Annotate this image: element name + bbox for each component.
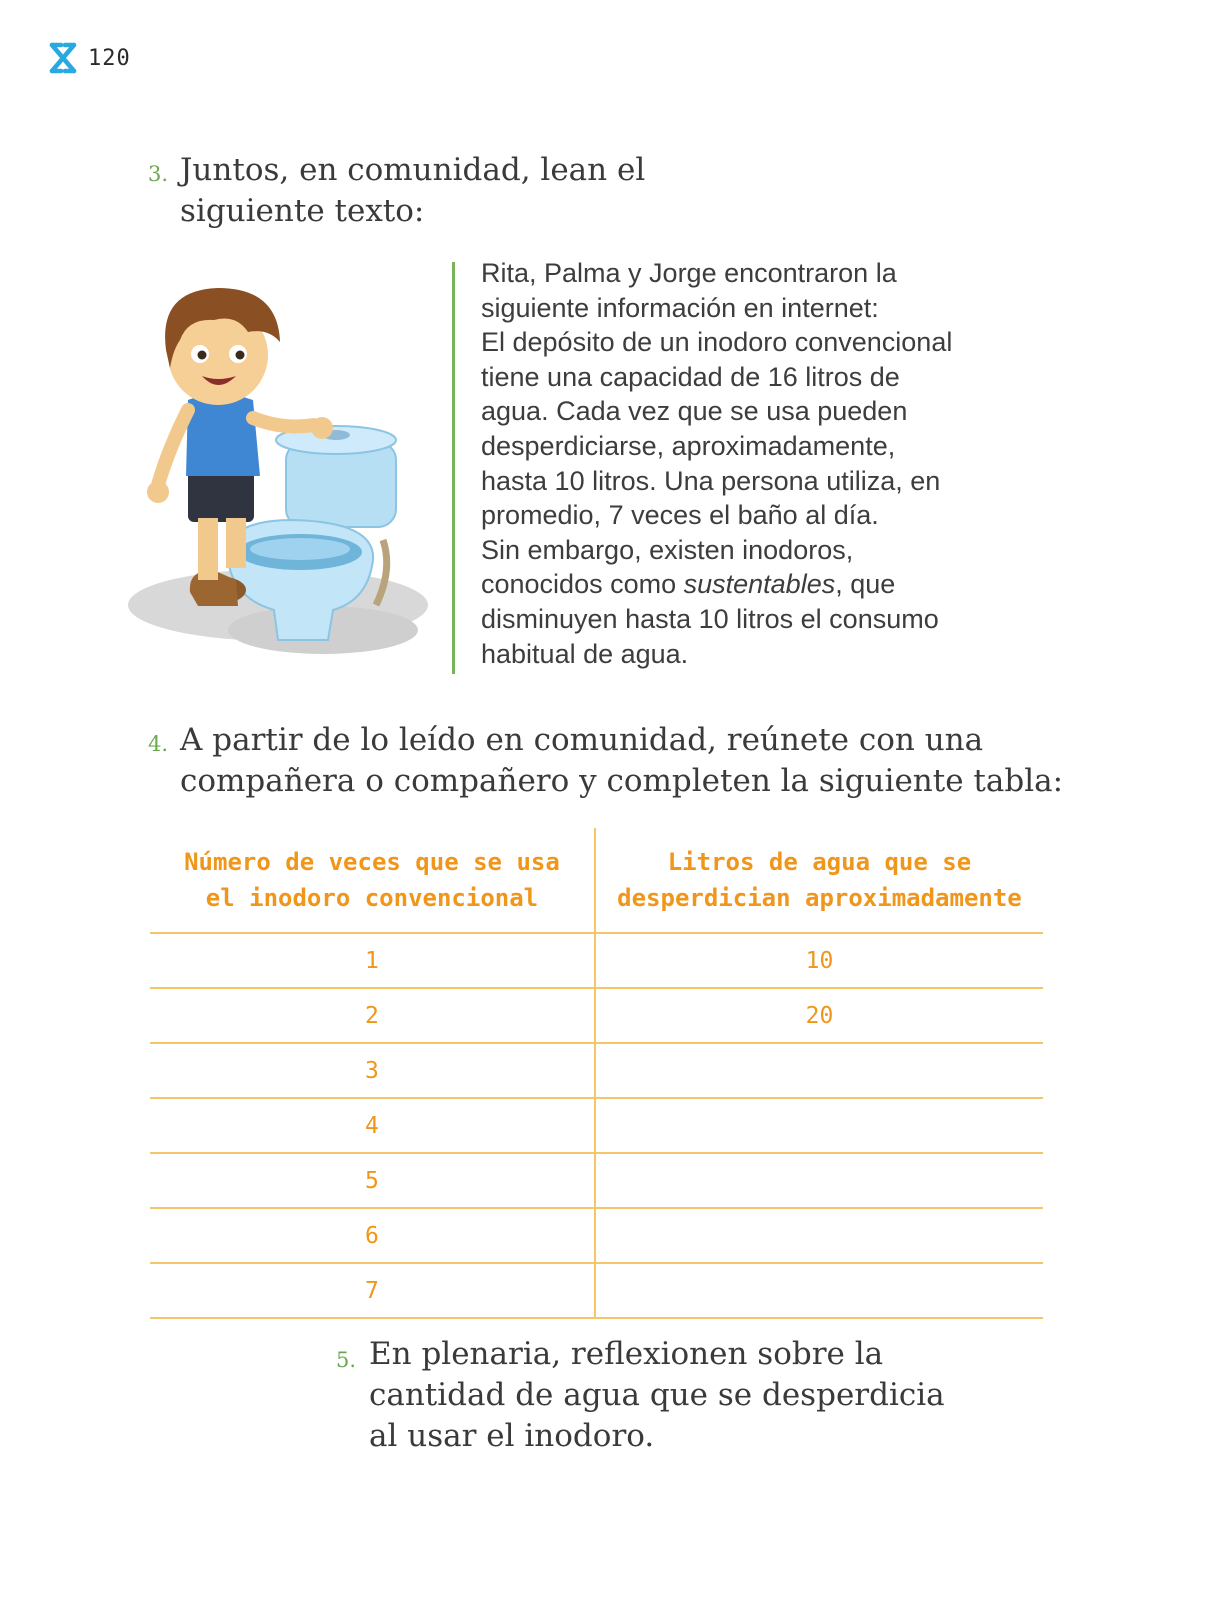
activity-text-line: A partir de lo leído en comunidad, reúnete con una bbox=[180, 722, 984, 758]
activity-5 bbox=[336, 1334, 976, 1457]
times-cell: 1 bbox=[150, 933, 595, 988]
header-times-used bbox=[150, 828, 595, 933]
quote-bar bbox=[452, 262, 455, 674]
activity-text-line: compañera o compañero y completen la siguiente tabla: bbox=[180, 763, 1064, 799]
header-liters-wasted bbox=[595, 828, 1043, 933]
liters-cell[interactable] bbox=[595, 1263, 1043, 1318]
reading-line: agua. Cada vez que se usa pueden bbox=[481, 396, 908, 427]
header-line: desperdician aproximadamente bbox=[617, 884, 1022, 912]
liters-cell[interactable] bbox=[595, 1153, 1043, 1208]
activity-text-line: al usar el inodoro. bbox=[369, 1418, 655, 1454]
table-row bbox=[150, 1208, 1043, 1263]
water-waste-table bbox=[150, 828, 1043, 1319]
activity-text-line: cantidad de agua que se desperdicia bbox=[369, 1377, 945, 1413]
activity-text-line: En plenaria, reflexionen sobre la bbox=[369, 1336, 884, 1372]
times-cell: 3 bbox=[150, 1043, 595, 1098]
activity-text bbox=[369, 1334, 976, 1457]
liters-cell[interactable]: 20 bbox=[595, 988, 1043, 1043]
activity-text bbox=[180, 150, 748, 232]
liters-cell[interactable] bbox=[595, 1098, 1043, 1153]
emphasis-term: sustentables bbox=[683, 569, 836, 600]
reading-line: habitual de agua. bbox=[481, 638, 689, 669]
table-row bbox=[150, 1153, 1043, 1208]
reading-line: Rita, Palma y Jorge encontraron la bbox=[481, 258, 897, 288]
reading-line: tiene una capacidad de 16 litros de bbox=[481, 361, 900, 392]
activity-4 bbox=[148, 720, 1108, 802]
times-cell: 4 bbox=[150, 1098, 595, 1153]
times-cell: 5 bbox=[150, 1153, 595, 1208]
activity-number: 3. bbox=[148, 162, 169, 186]
activity-number: 5. bbox=[336, 1348, 357, 1372]
liters-cell[interactable] bbox=[595, 1043, 1043, 1098]
cross-knot-icon bbox=[48, 41, 78, 75]
times-cell: 6 bbox=[150, 1208, 595, 1263]
reading-line: disminuyen hasta 10 litros el consumo bbox=[481, 603, 939, 634]
table-row bbox=[150, 1263, 1043, 1318]
reading-line: siguiente información en internet: bbox=[481, 292, 879, 323]
header-line: Número de veces que se usa bbox=[184, 848, 560, 876]
table-row bbox=[150, 1098, 1043, 1153]
reading-line: hasta 10 litros. Una persona utiliza, en bbox=[481, 465, 941, 496]
header-line: el inodoro convencional bbox=[205, 884, 539, 912]
reading-line: promedio, 7 veces el baño al día. bbox=[481, 500, 879, 531]
reading-line: Sin embargo, existen inodoros, bbox=[481, 534, 854, 565]
activity-number: 4. bbox=[148, 732, 169, 756]
table-row bbox=[150, 1043, 1043, 1098]
table-header-row bbox=[150, 828, 1043, 933]
reading-text bbox=[481, 256, 1041, 671]
activity-text-line: siguiente texto: bbox=[180, 193, 425, 229]
page-header bbox=[48, 40, 131, 76]
activity-text-line: Juntos, en comunidad, lean el bbox=[180, 152, 646, 188]
header-line: Litros de agua que se bbox=[667, 848, 972, 876]
liters-cell[interactable]: 10 bbox=[595, 933, 1043, 988]
times-cell: 7 bbox=[150, 1263, 595, 1318]
boy-flushing-toilet-illustration bbox=[118, 270, 428, 670]
page-number: 120 bbox=[88, 45, 131, 71]
reading-fragment: conocidos como bbox=[481, 569, 684, 600]
liters-cell[interactable] bbox=[595, 1208, 1043, 1263]
reading-line: desperdiciarse, aproximadamente, bbox=[481, 430, 896, 461]
activity-3 bbox=[148, 150, 748, 232]
reading-fragment: , que bbox=[835, 569, 896, 600]
table-row bbox=[150, 988, 1043, 1043]
table-row bbox=[150, 933, 1043, 988]
reading-line bbox=[481, 567, 1041, 602]
times-cell: 2 bbox=[150, 988, 595, 1043]
activity-text bbox=[180, 720, 1108, 802]
reading-line: El depósito de un inodoro convencional bbox=[481, 327, 953, 358]
